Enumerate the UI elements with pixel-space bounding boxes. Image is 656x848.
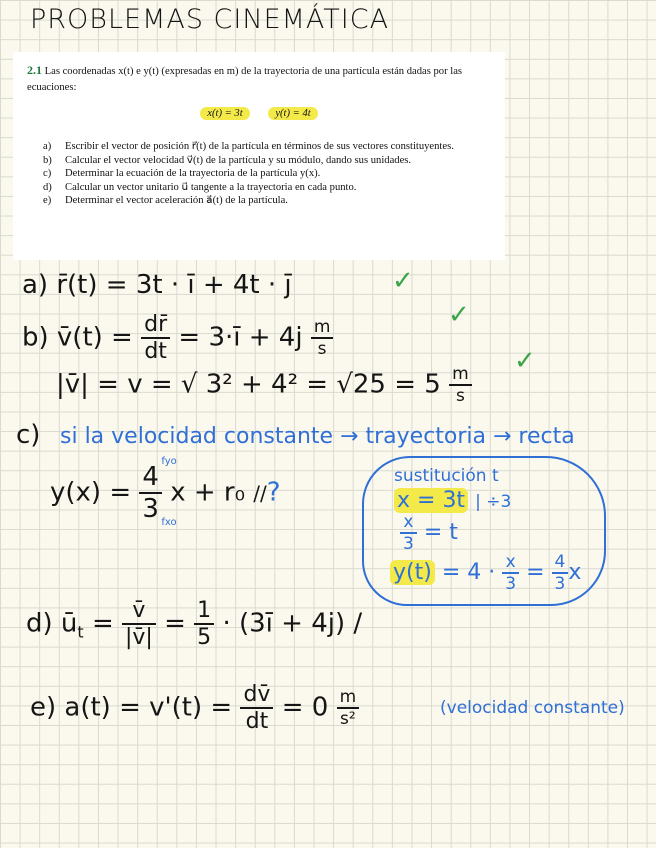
derivative-fraction: $\frac{dr̄}{dt}$ bbox=[141, 312, 170, 364]
equation-x: x(t) = 3t bbox=[200, 107, 249, 120]
equation-y: y(t) = 4t bbox=[268, 107, 317, 120]
task-item: d) Calcular un vector unitario u⃗ tangente a la trayectoria en cada punto. bbox=[43, 181, 357, 193]
answer-d: d) $ū_t$ = $\frac{v̄}{|v̄|}$ = $\frac{1}{5}$ · (3ī + 4j) / bbox=[26, 598, 363, 650]
check-icon: ✓ bbox=[392, 266, 414, 296]
check-icon: ✓ bbox=[448, 300, 470, 330]
answer-e-note: (velocidad constante) bbox=[440, 698, 625, 718]
substitution-step-2: $\frac{x}{3}$ = t bbox=[400, 512, 458, 554]
substitution-step-1: x = 3t | ÷3 bbox=[394, 488, 511, 513]
task-list bbox=[43, 140, 489, 208]
answer-c-note: si la velocidad constante → trayectoria → recta bbox=[60, 424, 575, 449]
answer-b: b) v̄(t) = $\frac{dr̄}{dt}$ = 3·ī + 4j $\frac{m}{s}$ bbox=[22, 312, 333, 364]
unit-fraction: $\frac{m}{s}$ bbox=[311, 317, 334, 359]
velocity-modulus: |v̄| = v = √ 3² + 4² = √25 = 5 $\frac{m}{s}$ bbox=[56, 364, 472, 406]
problem-number: 2.1 bbox=[27, 63, 42, 77]
slope-fraction: 4 3 fyo fxo bbox=[139, 462, 162, 524]
page-title: PROBLEMAS CINEMÁTICA bbox=[30, 4, 390, 35]
substitution-title: sustitución t bbox=[394, 466, 499, 486]
substitution-step-3: y(t) = 4 · $\frac{x}{3}$ = $\frac{4}{3}$ x bbox=[390, 552, 581, 594]
problem-statement bbox=[13, 52, 505, 260]
problem-intro bbox=[27, 62, 489, 96]
equations bbox=[13, 108, 505, 119]
unit-fraction: $\frac{m}{s}$ bbox=[449, 364, 472, 406]
task-item: b) Calcular el vector velocidad v⃗(t) de la partícula y su módulo, dando sus unidades. bbox=[43, 154, 412, 166]
check-icon: ✓ bbox=[514, 346, 536, 376]
answer-c-label: c) bbox=[16, 420, 41, 450]
task-item: c) Determinar la ecuación de la trayectoria de la partícula y(x). bbox=[43, 168, 321, 179]
answer-a: a) r̄(t) = 3t · ī + 4t · j̄ bbox=[22, 270, 292, 300]
task-item: e) Determinar el vector aceleración a⃗(t) de la partícula. bbox=[43, 195, 288, 206]
answer-e: e) a(t) = v'(t) = $\frac{dv̄}{dt}$ = 0 $\frac{m}{\text{s²}}$ bbox=[30, 682, 359, 734]
problem-intro-text: Las coordenadas x(t) e y(t) (expresadas en m) de la trayectoria de una partícula están dadas por las ecuaciones: bbox=[27, 66, 463, 93]
task-item: a) Escribir el vector de posición r⃗(t) de la partícula en términos de sus vectores constituyentes. bbox=[43, 141, 454, 152]
trajectory-equation: y(x) = 4 3 fyo fxo x + r₀ //? bbox=[50, 456, 281, 528]
